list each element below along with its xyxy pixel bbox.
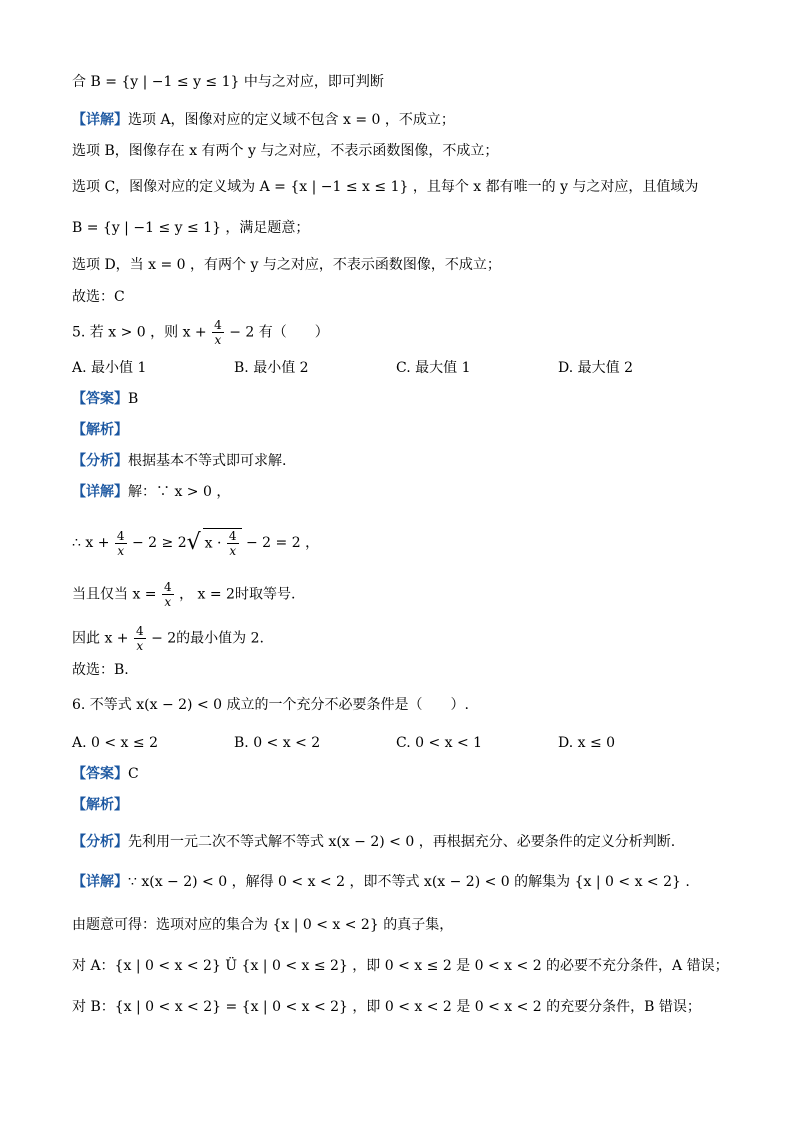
answer-value: C (128, 766, 139, 782)
conclusion-line: 故选：B. (72, 662, 129, 678)
detail-text: 选项 A，图像对应的定义域不包含 x = 0 ，不成立； (128, 112, 455, 128)
fraction (115, 529, 127, 558)
detail-tag: 【详解】 (72, 874, 128, 890)
fenxi-line (72, 832, 675, 852)
fenxi-tag: 【分析】 (72, 834, 128, 850)
fraction (212, 318, 224, 347)
frac-den: x (136, 639, 144, 653)
q5-stem-post: − 2 有（ ） (229, 324, 329, 341)
frac-den: x (229, 544, 237, 558)
answer-line (72, 764, 139, 784)
fraction (134, 624, 146, 653)
answer-tag: 【答案】 (72, 391, 128, 407)
q6-option-d: D. x ≤ 0 (558, 735, 616, 751)
question-6-stem: 6. 不等式 x(x − 2) < 0 成立的一个充分不必要条件是（ ）. (72, 697, 469, 713)
fenxi-text: 根据基本不等式即可求解. (128, 453, 287, 469)
detail-text: 解：∵ x > 0 ， (128, 484, 231, 500)
frac-den: x (164, 595, 172, 609)
analysis-tag: 【解析】 (72, 797, 128, 813)
analysis-line (72, 795, 128, 815)
fraction (162, 580, 174, 609)
derivation-post: − 2 = 2 ， (246, 535, 320, 551)
q5-equality-condition (72, 580, 295, 609)
text-line: 选项 B，图像存在 x 有两个 y 与之对应，不表示函数图像，不成立； (72, 143, 499, 159)
fenxi-tag: 【分析】 (72, 453, 128, 469)
frac-num: 4 (116, 528, 125, 543)
q6-option-c: C. 0 < x < 1 (396, 735, 483, 751)
derivation-pre: ∴ x + (72, 535, 110, 551)
frac-den: x (117, 543, 125, 558)
answer-tag: 【答案】 (72, 766, 128, 782)
detail-text: ∵ x(x − 2) < 0 ，解得 0 < x < 2 ，即不等式 x(x − 2) < 0 的解集为 {x | 0 < x < 2} . (128, 874, 690, 890)
frac-den: x (214, 333, 222, 347)
condition-pre: 当且仅当 x = (72, 586, 157, 603)
min-pre: 因此 x + (72, 630, 129, 647)
frac-num: 4 (214, 318, 222, 332)
min-post: − 2的最小值为 2. (151, 630, 264, 647)
fraction (227, 529, 239, 558)
text-line: 选项 C，图像对应的定义域为 A = {x | −1 ≤ x ≤ 1} ，且每个 x 都有唯一的 y 与之对应，且值域为 (72, 179, 699, 195)
radicand-text: x · (204, 535, 222, 552)
text-line: B = {y | −1 ≤ y ≤ 1} ，满足题意； (72, 220, 310, 236)
text-line: 故选：C (72, 289, 125, 305)
answer-value: B (128, 391, 139, 407)
q5-derivation (72, 528, 319, 558)
text-line: 合 B = {y | −1 ≤ y ≤ 1} 中与之对应，即可判断 (72, 74, 384, 90)
fenxi-text: 先利用一元二次不等式解不等式 x(x − 2) < 0 ，再根据充分、必要条件的定义分析判断. (128, 834, 676, 850)
detail-line (72, 482, 230, 502)
text-line: 由题意可得：选项对应的集合为 {x | 0 < x < 2} 的真子集， (72, 917, 454, 933)
answer-line (72, 389, 138, 409)
detail-tag: 【详解】 (72, 484, 128, 500)
q5-option-d: D. 最大值 2 (558, 360, 633, 376)
q6-option-b: B. 0 < x < 2 (234, 735, 321, 751)
q5-option-b: B. 最小值 2 (234, 360, 309, 376)
fenxi-line (72, 451, 286, 471)
text-line: 对 B：{x | 0 < x < 2} = {x | 0 < x < 2} ，即 0 < x < 2 是 0 < x < 2 的充要分条件，B 错误； (72, 999, 701, 1015)
frac-num: 4 (228, 529, 237, 543)
text-line: 选项 D，当 x = 0 ，有两个 y 与之对应，不表示函数图像，不成立； (72, 257, 501, 273)
radicand (203, 528, 242, 558)
frac-num: 4 (163, 580, 172, 594)
detail-line (72, 872, 690, 892)
question-5-stem (72, 318, 329, 347)
condition-post: ， x = 2时取等号. (179, 586, 296, 603)
frac-num: 4 (135, 624, 144, 638)
q5-option-c: C. 最大值 1 (396, 360, 471, 376)
sqrt-icon: √ (186, 530, 201, 555)
text-line: 对 A：{x | 0 < x < 2} Ü {x | 0 < x ≤ 2} ，即 0 < x ≤ 2 是 0 < x < 2 的必要不充分条件，A 错误； (72, 958, 729, 974)
q5-stem-pre: 5. 若 x > 0 ，则 x + (72, 324, 207, 341)
analysis-line (72, 420, 128, 440)
q6-option-a: A. 0 < x ≤ 2 (72, 735, 158, 751)
derivation-mid: − 2 ≥ 2 (131, 535, 187, 551)
detail-line (72, 110, 455, 130)
detail-tag: 【详解】 (72, 112, 128, 128)
q5-min-value (72, 624, 264, 653)
analysis-tag: 【解析】 (72, 422, 128, 438)
q5-option-a: A. 最小值 1 (72, 360, 147, 376)
